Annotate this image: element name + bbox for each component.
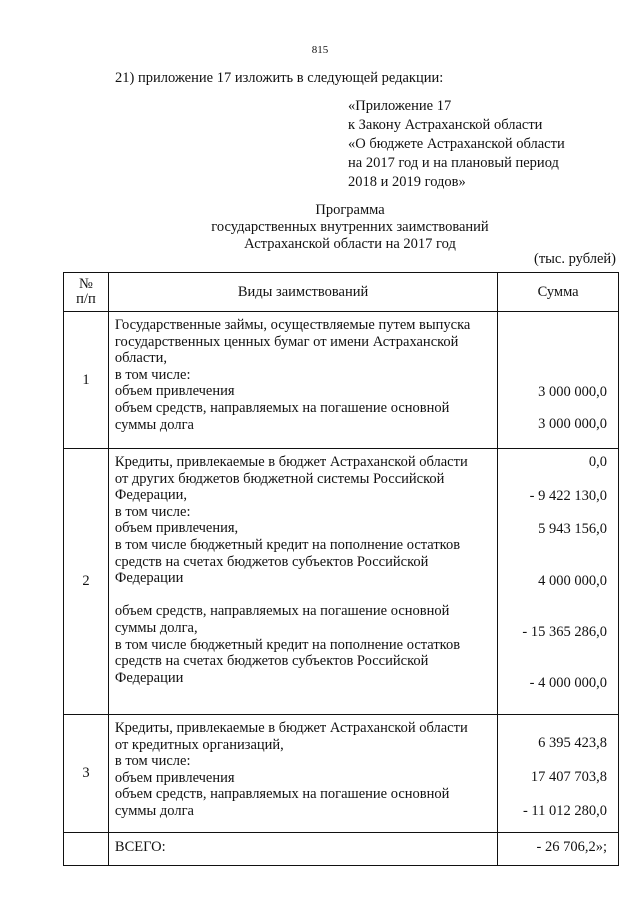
total-sum xyxy=(498,833,619,866)
row-number: 1 xyxy=(64,312,109,449)
sum-value: - 11 012 280,0 xyxy=(522,803,607,819)
appendix-line: «О бюджете Астраханской области xyxy=(348,136,565,152)
borrowing-table xyxy=(63,272,619,866)
appendix-reference xyxy=(348,97,565,192)
header-sum: Сумма xyxy=(498,273,619,312)
sum-value: - 9 422 130,0 xyxy=(529,488,607,504)
row-number: 3 xyxy=(64,715,109,833)
total-num-cell xyxy=(64,833,109,866)
intro-text: 21) приложение 17 изложить в следующей редакции: xyxy=(115,70,444,86)
sum-value: 3 000 000,0 xyxy=(538,416,607,432)
appendix-line: на 2017 год и на плановый период xyxy=(348,155,559,171)
row-description: Кредиты, привлекаемые в бюджет Астраханской области от кредитных организаций, в том числе: объем привлечения объем средств, направляемых на погашение основной суммы долга xyxy=(108,715,497,833)
table-row xyxy=(64,312,619,449)
sum-value: 5 943 156,0 xyxy=(538,521,607,537)
table-row xyxy=(64,715,619,833)
row-sum xyxy=(498,715,619,833)
row-sum xyxy=(498,449,619,715)
title-line: Астраханской области на 2017 год xyxy=(244,236,456,252)
row-description: Кредиты, привлекаемые в бюджет Астраханской области от других бюджетов бюджетной системы Российской Федерации, в том числе: объем привлечения, в том числе бюджетный кредит на пополнение остатков средств на счетах бюджетов субъектов Российской Федерации объем средств, направляемых на погашение основной суммы долга, в том числе бюджетный кредит на пополнение остатков средств на счетах бюджетов субъектов Российской Федерации xyxy=(108,449,497,715)
document-title xyxy=(0,202,640,253)
table-total-row xyxy=(64,833,619,866)
sum-value: 0,0 xyxy=(588,454,607,470)
header-kind: Виды заимствований xyxy=(108,273,497,312)
appendix-line: 2018 и 2019 годов» xyxy=(348,174,466,190)
appendix-line: «Приложение 17 xyxy=(348,98,452,114)
sum-value: 6 395 423,8 xyxy=(538,735,607,751)
row-number: 2 xyxy=(64,449,109,715)
sum-value: - 4 000 000,0 xyxy=(529,675,607,691)
sum-value: 3 000 000,0 xyxy=(538,384,607,400)
header-num: № п/п xyxy=(64,273,109,312)
units-label: (тыс. рублей) xyxy=(534,251,616,267)
sum-value: 4 000 000,0 xyxy=(538,573,607,589)
title-line: государственных внутренних заимствований xyxy=(211,219,489,235)
appendix-line: к Закону Астраханской области xyxy=(348,117,543,133)
row-sum xyxy=(498,312,619,470)
title-line: Программа xyxy=(315,202,385,218)
sum-value: 17 407 703,8 xyxy=(530,769,607,785)
row-description: Государственные займы, осуществляемые путем выпуска государственных ценных бумаг от имени Астраханской области, в том числе: объем привлечения объем средств, направляемых на погашение основной суммы долга xyxy=(108,312,497,449)
sum-value: - 15 365 286,0 xyxy=(522,624,607,640)
table-row xyxy=(64,449,619,715)
page-number: 815 xyxy=(311,44,329,56)
total-label: ВСЕГО: xyxy=(108,833,497,866)
total-value: - 26 706,2»; xyxy=(536,839,607,855)
table-header-row xyxy=(64,273,619,312)
